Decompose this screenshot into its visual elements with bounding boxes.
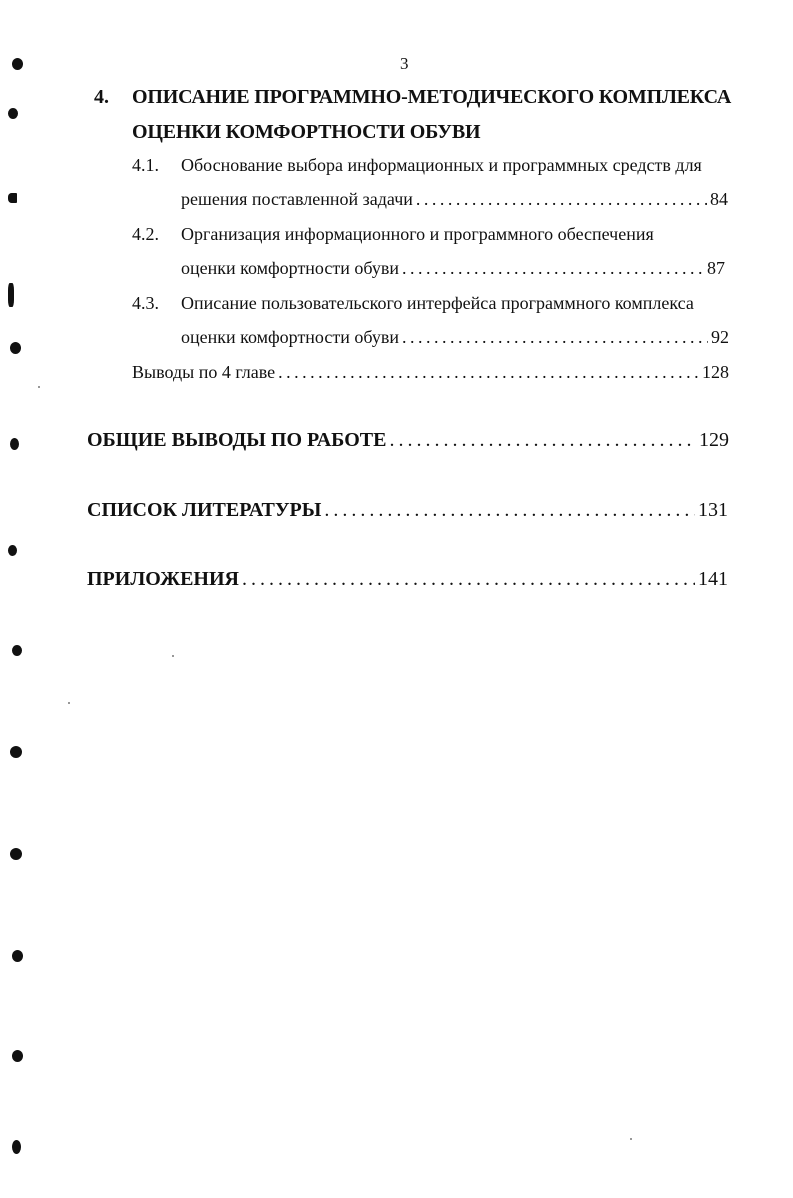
dot-leader — [278, 362, 699, 383]
conclusions-label: Выводы по 4 главе — [132, 362, 276, 382]
page-number: 3 — [400, 54, 409, 73]
appendices-label: ПРИЛОЖЕНИЯ — [87, 568, 239, 590]
dot-leader — [416, 189, 707, 210]
scan-mark — [8, 108, 18, 119]
chapter-title: ОЦЕНКИ КОМФОРТНОСТИ ОБУВИ — [132, 121, 481, 143]
scan-mark — [10, 438, 19, 450]
scan-mark — [8, 193, 17, 203]
page-ref: 141 — [698, 568, 728, 590]
page-ref: 131 — [698, 499, 728, 521]
scan-mark — [10, 342, 21, 354]
page-ref: 129 — [699, 429, 729, 451]
scan-mark — [10, 746, 22, 758]
page-ref: 84 — [710, 189, 728, 209]
section-title: Обоснование выбора информационных и программных средств для — [181, 155, 702, 175]
dot-leader — [402, 258, 704, 279]
toc-entry — [87, 499, 728, 522]
dot-leader — [389, 429, 696, 452]
scan-mark — [10, 848, 22, 860]
scan-mark — [12, 1050, 23, 1062]
section-title: Описание пользовательского интерфейса программного комплекса — [181, 293, 694, 313]
section-title: решения поставленной задачи — [181, 189, 413, 209]
scan-mark — [12, 1140, 21, 1154]
scan-mark — [8, 283, 14, 307]
dot-leader — [242, 568, 695, 591]
page-ref: 87 — [707, 258, 725, 278]
section-number: 4.1. — [132, 155, 159, 175]
scan-mark — [12, 645, 22, 656]
toc-entry — [132, 362, 729, 383]
chapter-title: ОПИСАНИЕ ПРОГРАММНО-МЕТОДИЧЕСКОГО КОМПЛЕКСА — [132, 86, 732, 108]
chapter-number: 4. — [94, 86, 109, 108]
toc-entry — [181, 189, 728, 210]
references-label: СПИСОК ЛИТЕРАТУРЫ — [87, 499, 322, 521]
dot-leader — [324, 499, 695, 522]
toc-entry — [87, 568, 728, 591]
section-title: оценки комфортности обуви — [181, 327, 399, 347]
scan-speck — [38, 386, 40, 388]
dot-leader — [402, 327, 708, 348]
scan-speck — [172, 655, 174, 657]
scan-speck — [630, 1138, 632, 1140]
scan-mark — [8, 545, 17, 556]
scan-speck — [68, 702, 70, 704]
toc-entry — [181, 327, 729, 348]
general-conclusions-label: ОБЩИЕ ВЫВОДЫ ПО РАБОТЕ — [87, 429, 387, 451]
section-title: оценки комфортности обуви — [181, 258, 399, 278]
page-ref: 128 — [702, 362, 729, 382]
scan-mark — [12, 58, 23, 70]
toc-entry — [87, 429, 729, 452]
scan-mark — [12, 950, 23, 962]
section-number: 4.2. — [132, 224, 159, 244]
section-number: 4.3. — [132, 293, 159, 313]
page-ref: 92 — [711, 327, 729, 347]
toc-entry — [181, 258, 725, 279]
section-title: Организация информационного и программного обеспечения — [181, 224, 654, 244]
